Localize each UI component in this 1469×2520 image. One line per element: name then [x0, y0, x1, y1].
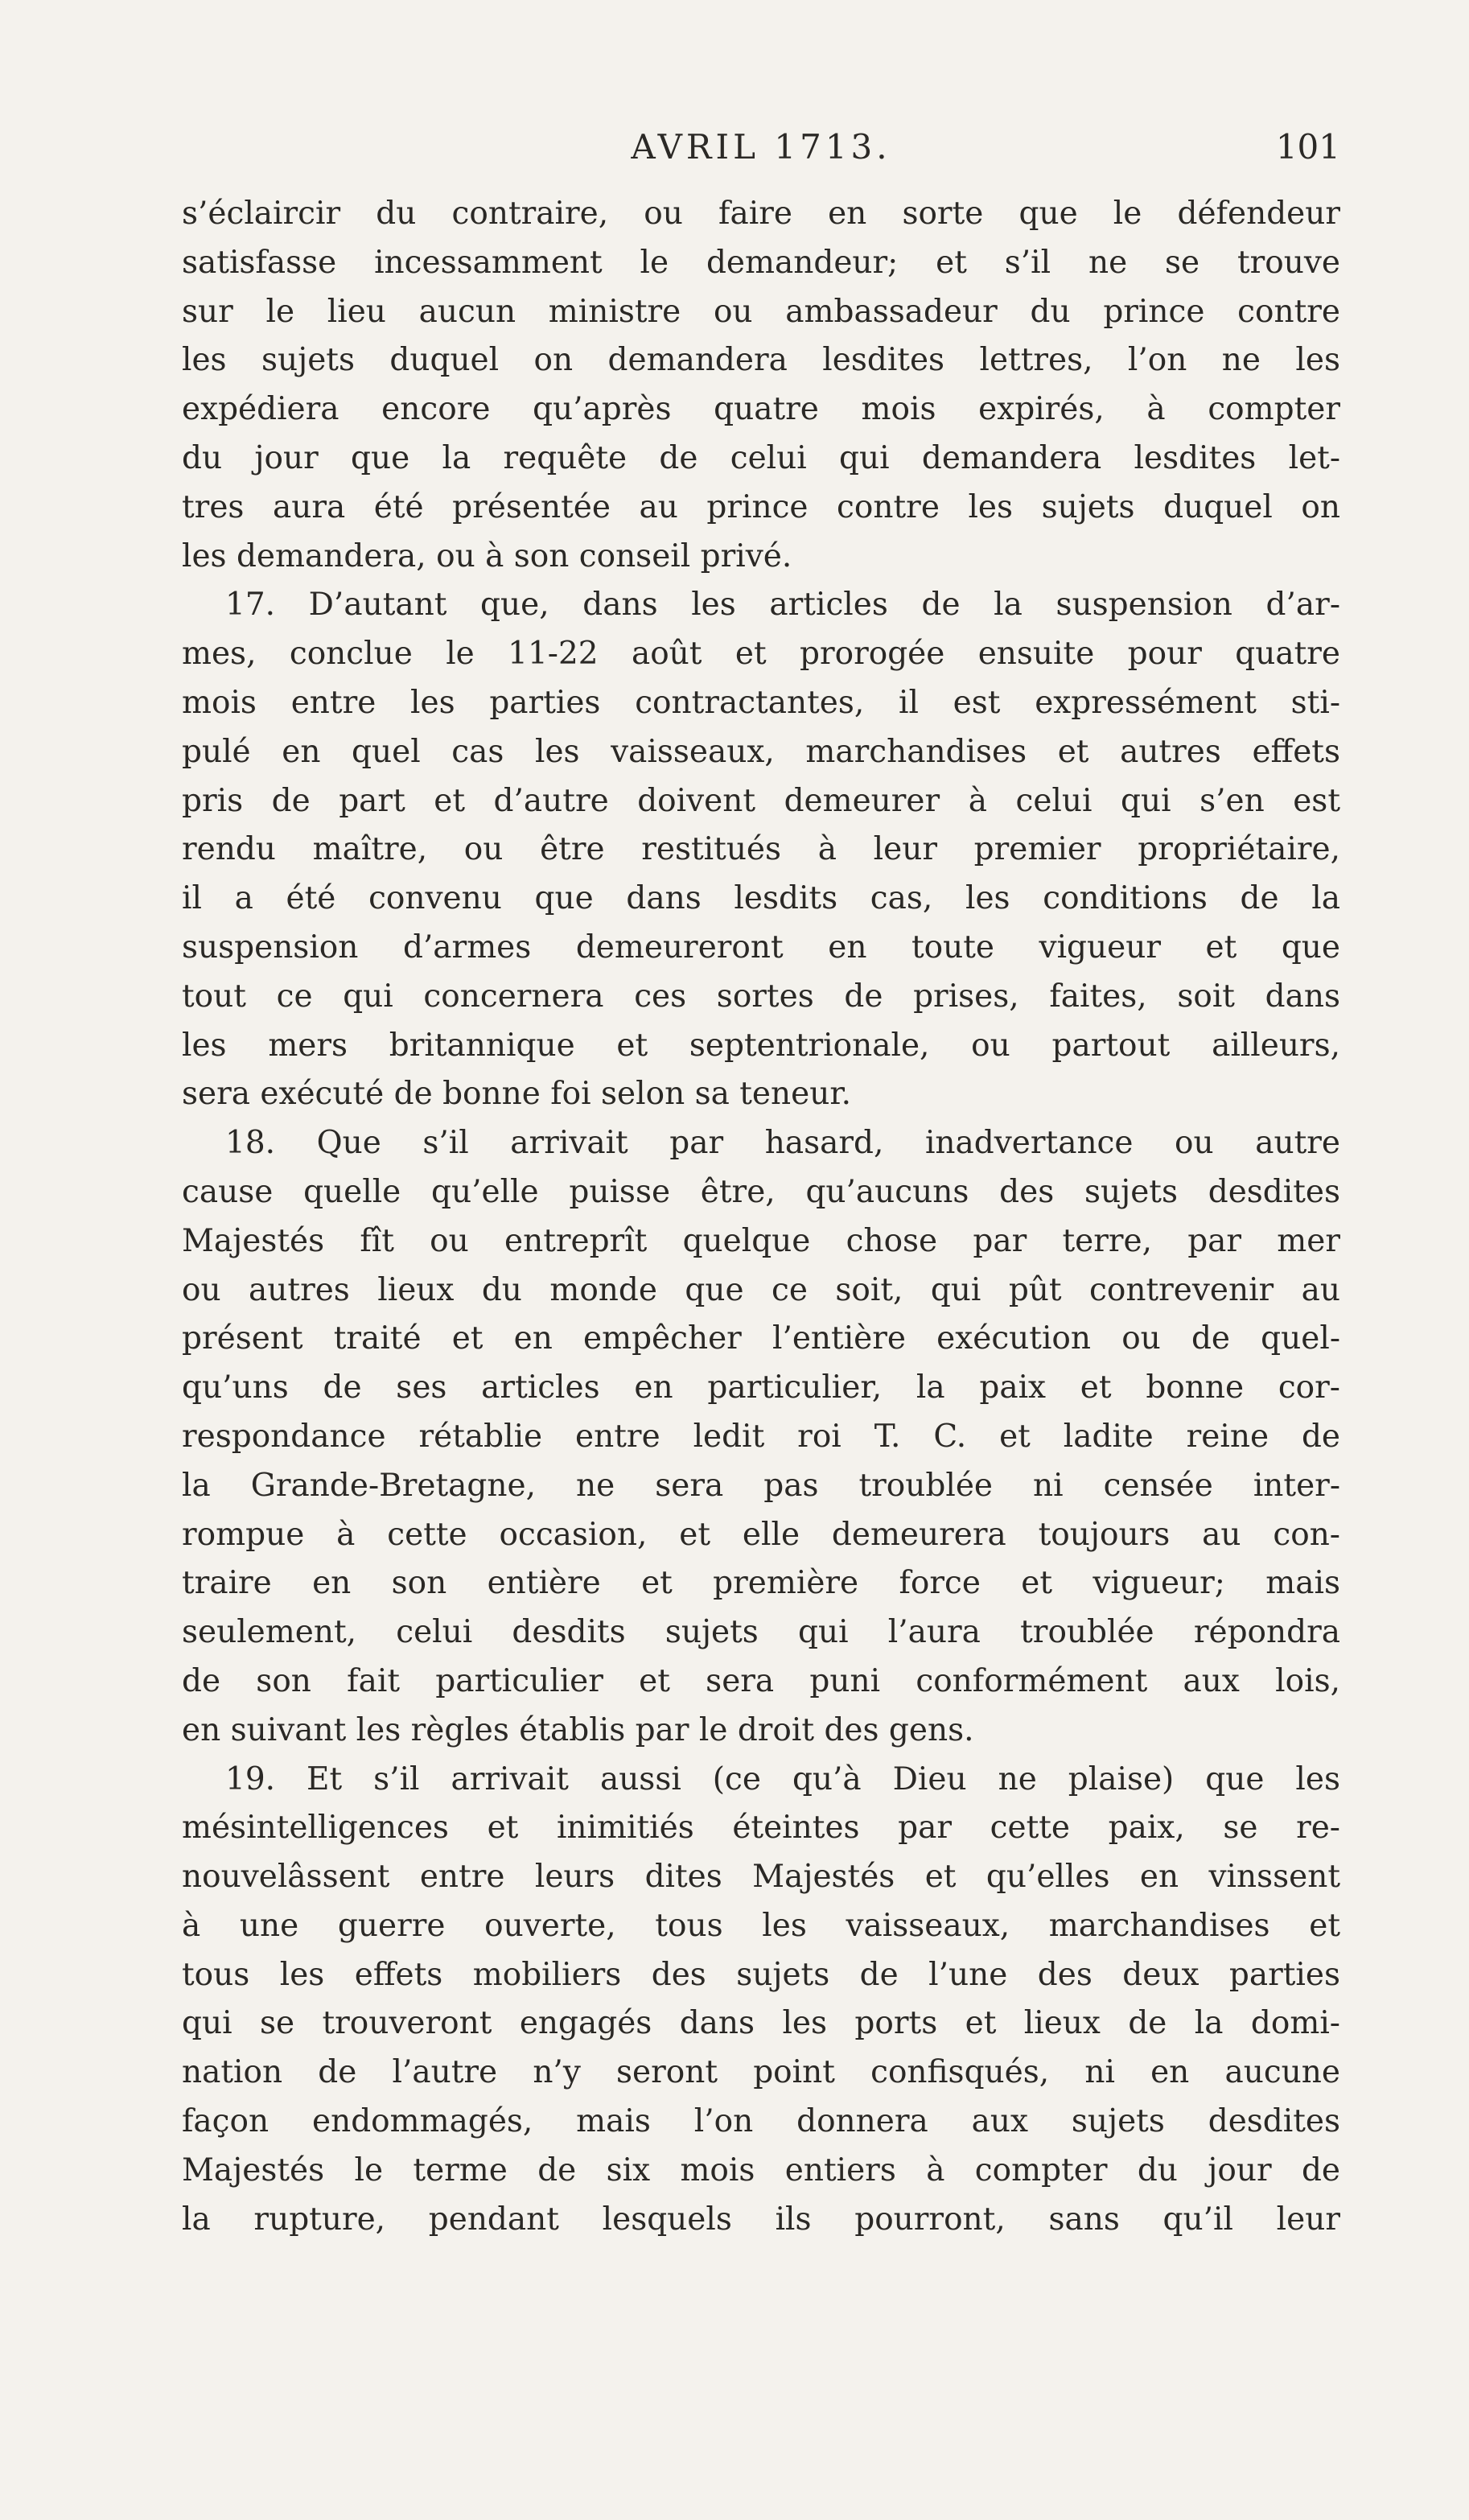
text-line: respondance rétablie entre ledit roi T. C. et ladite reine de	[182, 1418, 1340, 1455]
text-line: sur le lieu aucun ministre ou ambassadeur du prince contre	[182, 293, 1340, 330]
text-line: rompue à cette occasion, et elle demeurera toujours au con-	[182, 1516, 1340, 1553]
text-line: traire en son entière et première force et vigueur; mais	[182, 1565, 1340, 1602]
page-number: 101	[1275, 127, 1340, 167]
text-line: tres aura été présentée au prince contre les sujets duquel on	[182, 488, 1340, 525]
text-line: suspension d’armes demeureront en toute vigueur et que	[182, 929, 1340, 966]
text-line: satisfasse incessamment le demandeur; et s’il ne se trouve	[182, 244, 1340, 281]
text-line: tout ce qui concernera ces sortes de prises, faites, soit dans	[182, 978, 1340, 1015]
text-line: la rupture, pendant lesquels ils pourront, sans qu’il leur	[182, 2201, 1340, 2238]
text-line: tous les effets mobiliers des sujets de l’une des deux parties	[182, 1956, 1340, 1993]
text-line: Majestés fît ou entreprît quelque chose par terre, par mer	[182, 1222, 1340, 1259]
text-line: en suivant les règles établis par le droit des gens.	[182, 1711, 974, 1748]
text-line: rendu maître, ou être restitués à leur premier propriétaire,	[182, 831, 1340, 868]
text-line: ou autres lieux du monde que ce soit, qui pût contrevenir au	[182, 1271, 1340, 1308]
text-line: nouvelâssent entre leurs dites Majestés et qu’elles en vinssent	[182, 1859, 1340, 1896]
page-header	[182, 127, 1340, 175]
text-line: mésintelligences et inimitiés éteintes par cette paix, se re-	[182, 1810, 1340, 1847]
text-line: la Grande-Bretagne, ne sera pas troublée ni censée inter-	[182, 1467, 1340, 1504]
text-line: du jour que la requête de celui qui demandera lesdites let-	[182, 439, 1340, 476]
body-text	[182, 190, 1340, 2244]
text-line: mois entre les parties contractantes, il est expressément sti-	[182, 684, 1340, 721]
running-title: AVRIL 1713.	[631, 127, 891, 167]
text-line: de son fait particulier et sera puni conformément aux lois,	[182, 1662, 1340, 1699]
text-line: il a été convenu que dans lesdits cas, les conditions de la	[182, 880, 1340, 917]
text-line: présent traité et en empêcher l’entière exécution ou de quel-	[182, 1320, 1340, 1357]
text-line: pulé en quel cas les vaisseaux, marchandises et autres effets	[182, 733, 1340, 770]
text-line: seulement, celui desdits sujets qui l’aura troublée répondra	[182, 1614, 1340, 1651]
paragraph-17-start: 17. D’autant que, dans les articles de la suspension d’ar-	[225, 587, 1340, 624]
paragraph-19-start: 19. Et s’il arrivait aussi (ce qu’à Dieu ne plaise) que les	[225, 1760, 1340, 1797]
text-line: à une guerre ouverte, tous les vaisseaux, marchandises et	[182, 1907, 1340, 1944]
paragraph-18-start: 18. Que s’il arrivait par hasard, inadvertance ou autre	[225, 1125, 1340, 1162]
text-line: façon endommagés, mais l’on donnera aux sujets desdites	[182, 2103, 1340, 2140]
text-line: mes, conclue le 11-22 août et prorogée ensuite pour quatre	[182, 636, 1340, 673]
text-line: qu’uns de ses articles en particulier, la paix et bonne cor-	[182, 1369, 1340, 1406]
text-line: expédiera encore qu’après quatre mois expirés, à compter	[182, 391, 1340, 428]
text-line: s’éclaircir du contraire, ou faire en sorte que le défendeur	[182, 196, 1340, 232]
text-line: les mers britannique et septentrionale, ou partout ailleurs,	[182, 1027, 1340, 1064]
text-line: les sujets duquel on demandera lesdites lettres, l’on ne les	[182, 342, 1340, 379]
text-line: Majestés le terme de six mois entiers à compter du jour de	[182, 2151, 1340, 2189]
text-line: cause quelle qu’elle puisse être, qu’aucuns des sujets desdites	[182, 1173, 1340, 1210]
text-line: les demandera, ou à son conseil privé.	[182, 537, 792, 574]
text-line: qui se trouveront engagés dans les ports et lieux de la domi-	[182, 2005, 1340, 2042]
text-line: nation de l’autre n’y seront point confisqués, ni en aucune	[182, 2054, 1340, 2091]
text-line: sera exécuté de bonne foi selon sa teneur.	[182, 1076, 852, 1113]
text-line: pris de part et d’autre doivent demeurer à celui qui s’en est	[182, 782, 1340, 819]
